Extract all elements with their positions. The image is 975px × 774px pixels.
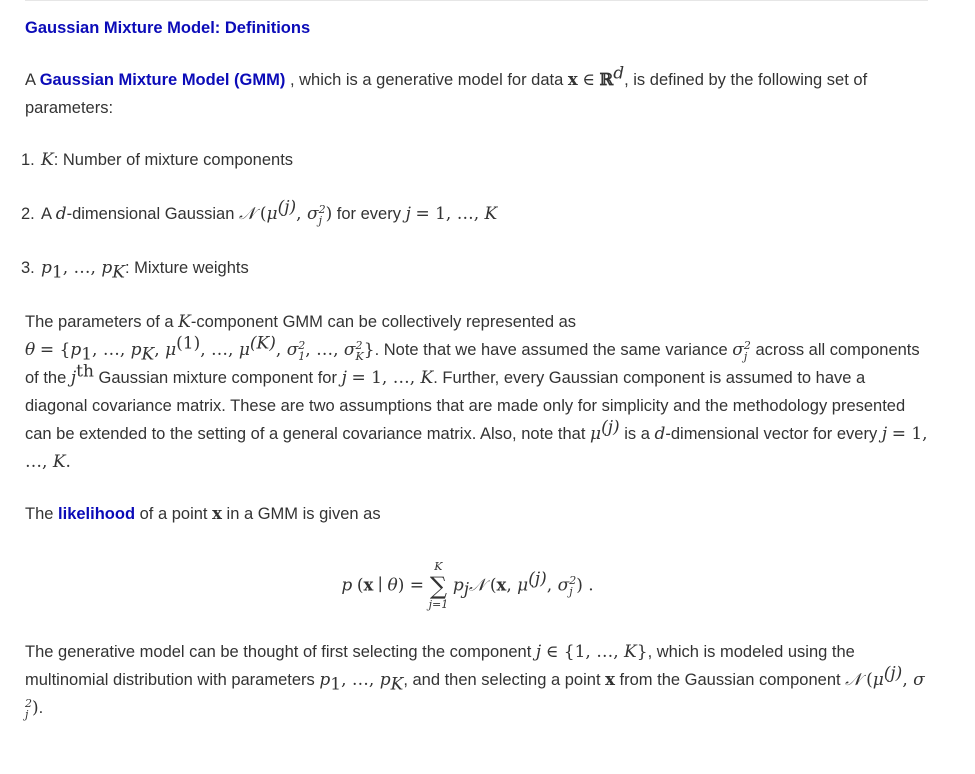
top-divider [25,0,928,1]
list-item: 2. A d-dimensional Gaussian 𝒩 ($\mu^{(j)}$, σ 2 j ) for every j = 1, …, K [21,197,498,227]
intro-paragraph: A Gaussian Mixture Model (GMM) , which is a generative model for data x ∈ ℝ$^d$, is defined by the following set of parameters: [25,63,868,117]
parameter-list [21,146,930,283]
parameters-paragraph: The parameters of a K-component GMM can be collectively represented as $\theta = \{p_1$, …, $p_K$, $\mu^{(1)}$, …, $\mu^{(K)}$, σ 2 1 , …, σ 2 K }. Note that we have assumed the same variance σ 2 j across all components of the $j^{th}$ Gaussian mixture component for j = 1, …, K. Further, every Gaussian component is assumed to have a diagonal covariance matrix. These are two assumptions that are made only for simplicity and the methodology presented can be extended to the setting of a general covariance matrix. Also, note that $\mu^{(j)}$ is a d-dimensional vector for every j = 1, …, K. [25,312,928,472]
likelihood-equation: p (x ∣ θ) = K ∑ j=1 $p_j𝒩$ (x, $\mu^{(j)}$, σ 2 j ) . [341,560,594,611]
likelihood-term: likelihood [58,505,136,523]
document-body [21,16,930,722]
generative-paragraph: The generative model can be thought of first selecting the component j ∈ {1, …, K}, which is modeled using the multinomial distribution with parameters $p_1$, …, $p_K$, and then selecting a point x from the Gaussian component 𝒩 ($\mu^{(j)}$, σ 2 j ). [25,642,925,721]
likelihood-paragraph: The likelihood of a point x in a GMM is given as [25,504,381,523]
section-title: Gaussian Mixture Model: Definitions [25,19,311,37]
list-item: 1. K: Number of mixture components [21,150,294,170]
list-item: 3. $p_1$, …, $p_K$: Mixture weights [21,258,249,283]
gmm-term: Gaussian Mixture Model (GMM) [39,71,286,89]
